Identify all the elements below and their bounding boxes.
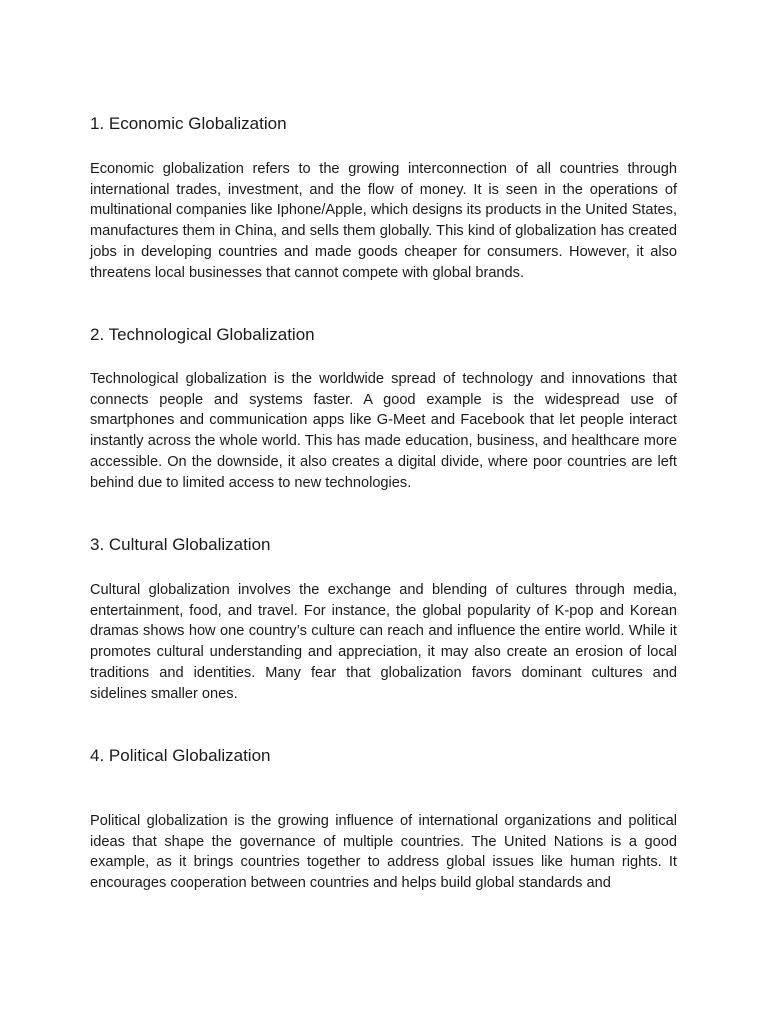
section-body-political-container bbox=[90, 811, 677, 895]
section-body-economic: Economic globalization refers to the growing interconnection of all countries through international trades, investment, and the flow of money. It is seen in the operations of multinational companies like Iphone/Apple, which designs its products in the United States, manufactures them in China, and sells them globally. This kind of globalization has created jobs in developing countries and made goods cheaper for consumers. However, it also threatens local businesses that cannot compete with global brands. bbox=[90, 161, 677, 281]
section-body-cultural: Cultural globalization involves the exchange and blending of cultures through media, entertainment, food, and travel. For instance, the global popularity of K-pop and Korean dramas shows how one country’s culture can reach and influence the entire world. While it promotes cultural understanding and appreciation, it may also create an erosion of local traditions and identities. Many fear that globalization favors dominant cultures and sidelines smaller ones. bbox=[90, 582, 677, 702]
section-heading-technological: 2. Technological Globalization bbox=[90, 325, 315, 344]
section-body-political: Political globalization is the growing influence of international organizations and political ideas that shape the governance of multiple countries. The United Nations is a good example, as it brings countries together to address global issues like human rights. It encourages cooperation between countries and helps build global standards and bbox=[90, 813, 677, 892]
section-heading-cultural: 3. Cultural Globalization bbox=[90, 535, 271, 554]
section-body-technological: Technological globalization is the worldwide spread of technology and innovations that connects people and systems faster. A good example is the widespread use of smartphones and communication apps like G-Meet and Facebook that let people interact instantly across the whole world. This has made education, business, and healthcare more accessible. On the downside, it also creates a digital divide, where poor countries are left behind due to limited access to new technologies. bbox=[90, 371, 677, 491]
section-heading-economic: 1. Economic Globalization bbox=[90, 114, 287, 133]
section-heading-political: 4. Political Globalization bbox=[90, 746, 271, 765]
